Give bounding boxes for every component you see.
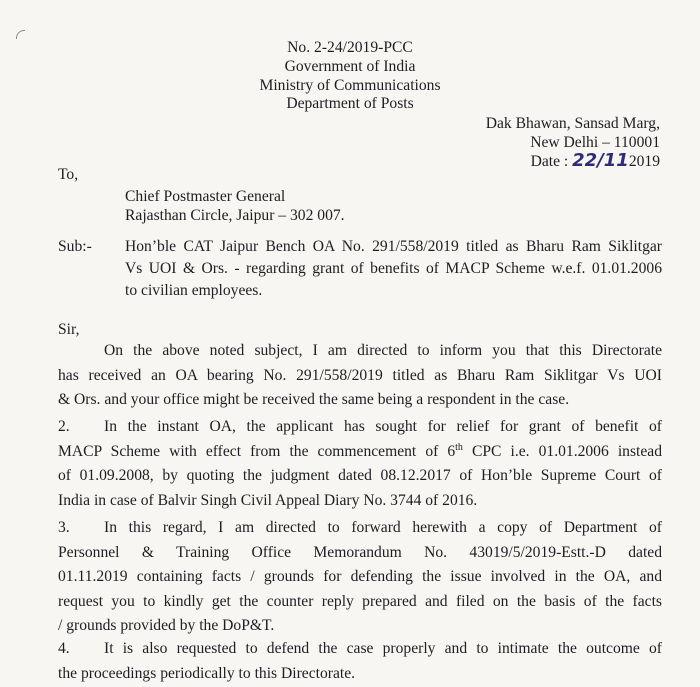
recipient-address: Rajasthan Circle, Jaipur – 302 007. bbox=[125, 207, 345, 224]
paragraph-1 bbox=[58, 339, 662, 413]
to-label: To, bbox=[58, 166, 79, 183]
paragraph-number: 4. bbox=[58, 640, 70, 657]
paragraph-line: Personnel & Training Office Memorandum No. 43019/5/2019-Estt.-D dated bbox=[58, 543, 662, 561]
file-number: No. 2-24/2019-PCC bbox=[287, 39, 413, 56]
paragraph-line: of 01.09.2008, by quoting the judgment dated 08.12.2017 of Hon’ble Supreme Court of bbox=[58, 467, 662, 484]
subject-line: Hon’ble CAT Jaipur Bench OA No. 291/558/2019 titled as Bharu Ram Siklitgar bbox=[125, 238, 662, 255]
paragraph-line: MACP Scheme with effect from the commencement of 6 bbox=[58, 442, 456, 460]
superscript-th: th bbox=[455, 441, 463, 453]
date-label: Date : bbox=[530, 153, 569, 170]
government-line: Government of India bbox=[284, 58, 416, 75]
paragraph-line: has received an OA bearing No. 291/558/2019 titled as Bharu Ram Siklitgar Vs UOI bbox=[58, 366, 662, 384]
subject-line: to civilian employees. bbox=[125, 282, 263, 299]
paragraph-line: It is also requested to defend the case properly and to intimate the outcome of bbox=[104, 640, 662, 657]
date-line bbox=[531, 151, 660, 172]
paragraph-number: 2. bbox=[58, 418, 70, 435]
paragraph-line: request you to kindly get the counter reply prepared and filed on the basis of the facts bbox=[58, 592, 662, 610]
paragraph-2 bbox=[58, 415, 662, 513]
paragraph-line: & Ors. and your office might be received the same being a respondent in the case. bbox=[58, 391, 570, 408]
paragraph-line: In this regard, I am directed to forward herewith a copy of Department of bbox=[104, 519, 662, 536]
date-handwritten: 22/11 bbox=[572, 150, 629, 171]
salutation: Sir, bbox=[58, 321, 80, 338]
paragraph-line: India in case of Balvir Singh Civil Appeal Diary No. 3744 of 2016. bbox=[58, 491, 478, 509]
ministry-line: Ministry of Communications bbox=[259, 77, 441, 94]
paragraph-4 bbox=[58, 637, 662, 686]
department-line: Department of Posts bbox=[286, 95, 414, 112]
paragraph-line: the proceedings periodically to this Directorate. bbox=[58, 664, 356, 682]
paragraph-line: On the above noted subject, I am directed to inform you that this Directorate bbox=[104, 342, 662, 359]
recipient-title: Chief Postmaster General bbox=[125, 188, 286, 205]
paragraph-line: CPC i.e. 01.01.2006 instead bbox=[462, 442, 662, 460]
address-line-1: Dak Bhawan, Sansad Marg, bbox=[485, 115, 660, 132]
paragraph-line: In the instant OA, the applicant has sought for relief for grant of benefit of bbox=[104, 418, 662, 435]
subject-body bbox=[125, 236, 662, 302]
paragraph-3 bbox=[58, 516, 662, 639]
subject-line: Vs UOI & Ors. - regarding grant of benefits of MACP Scheme w.e.f. 01.01.2006 bbox=[125, 260, 662, 277]
paragraph-line: / grounds provided by the DoP&T. bbox=[58, 617, 275, 634]
date-year: 2019 bbox=[628, 153, 660, 170]
subject-label: Sub:- bbox=[58, 238, 92, 255]
paragraph-line: 01.11.2019 containing facts / grounds for defending the issue involved in the OA, and bbox=[58, 568, 662, 585]
paragraph-number: 3. bbox=[58, 519, 70, 536]
address-line-2: New Delhi – 110001 bbox=[530, 134, 660, 151]
